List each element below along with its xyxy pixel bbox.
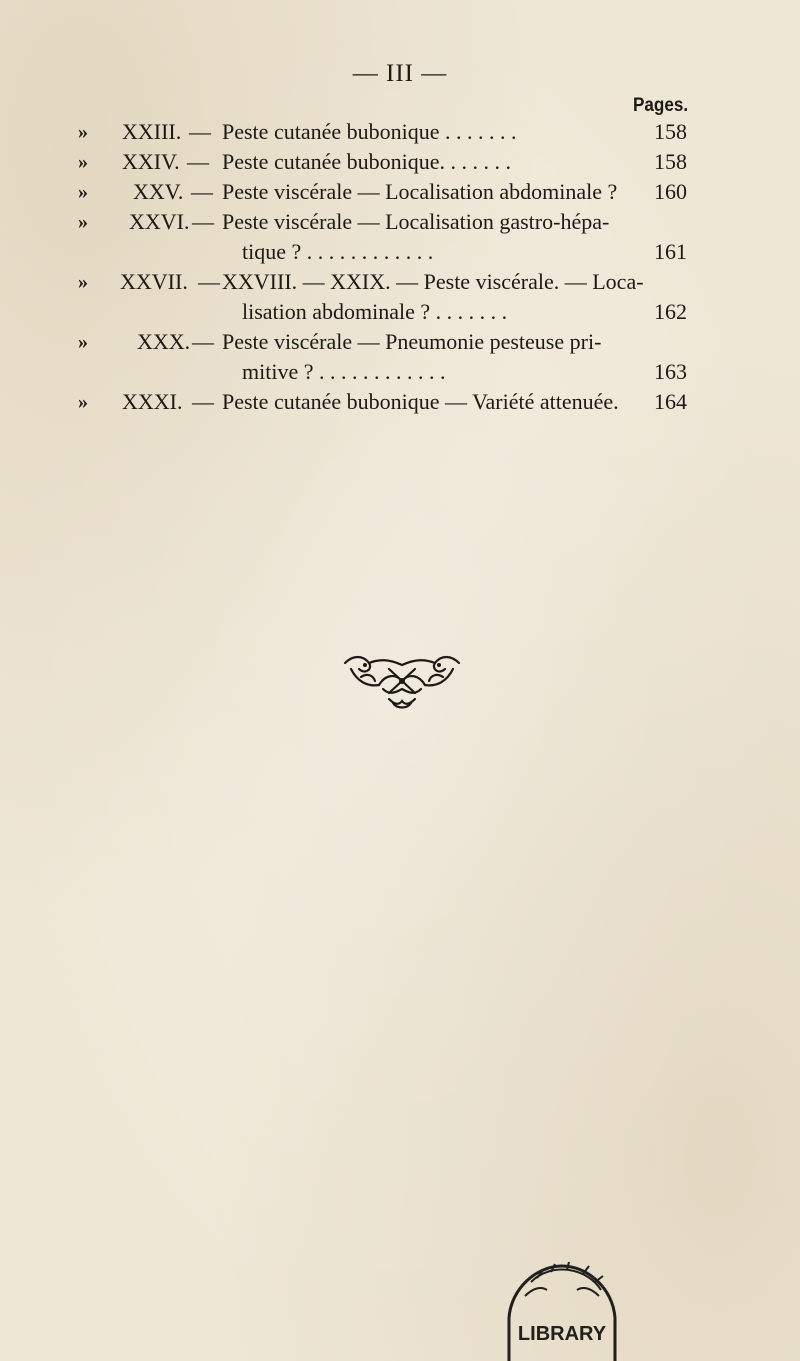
entry-title: Peste viscérale — Localisation abdominale ?	[222, 179, 618, 204]
page-number: — III —	[352, 60, 448, 87]
entry-dash: —	[192, 209, 214, 234]
ditto-mark: »	[78, 121, 88, 143]
entry-title-continuation: mitive ? . . . . . . . . . . . .	[242, 359, 446, 384]
entry-dash: —	[191, 179, 213, 204]
entry-numeral: XXX.	[137, 329, 191, 354]
entry-page-number: 164	[654, 389, 687, 414]
entry-title: XXVIII. — XXIX. — Peste viscérale. — Loca-	[222, 269, 644, 294]
stamp-text: LIBRARY	[517, 1323, 607, 1345]
toc-entry-26	[0, 207, 800, 237]
toc-entry-23	[0, 117, 800, 147]
entry-page-number: 158	[654, 149, 687, 174]
entry-numeral: XXXI.	[122, 389, 183, 414]
entry-dash: —	[192, 389, 214, 414]
table-of-contents	[0, 117, 800, 417]
toc-entry-25	[0, 177, 800, 207]
ditto-mark: »	[78, 151, 88, 173]
entry-title: Peste cutanée bubonique. . . . . . .	[222, 149, 511, 174]
toc-entry-27	[0, 267, 800, 297]
ditto-mark: »	[78, 271, 88, 293]
ditto-mark: »	[78, 391, 88, 413]
entry-numeral: XXVI.	[129, 209, 190, 234]
entry-title: Peste cutanée bubonique — Variété attenuée.	[222, 389, 619, 414]
entry-page-number: 158	[654, 119, 687, 144]
entry-title-continuation: tique ? . . . . . . . . . . . .	[242, 239, 434, 264]
entry-numeral: XXIV.	[122, 149, 180, 174]
entry-numeral: XXIII.	[122, 119, 182, 144]
toc-entry-30-continuation	[0, 357, 800, 387]
toc-entry-27-continuation	[0, 297, 800, 327]
printers-ornament-icon	[339, 655, 465, 710]
toc-entry-24	[0, 147, 800, 177]
entry-page-number: 161	[654, 239, 687, 264]
toc-entry-26-continuation	[0, 237, 800, 267]
entry-dash: —	[192, 329, 214, 354]
entry-dash: —	[187, 149, 209, 174]
ditto-mark: »	[78, 331, 88, 353]
entry-title: Peste viscérale — Localisation gastro-hépa-	[222, 209, 610, 234]
toc-entry-30	[0, 327, 800, 357]
ditto-mark: »	[78, 211, 88, 233]
entry-title: Peste cutanée bubonique . . . . . . .	[222, 119, 517, 144]
ditto-mark: »	[78, 181, 88, 203]
pages-column-label: Pages.	[633, 95, 689, 116]
entry-title: Peste viscérale — Pneumonie pesteuse pri-	[222, 329, 602, 354]
entry-numeral: XXVII.	[120, 269, 188, 294]
entry-page-number: 163	[654, 359, 687, 384]
entry-title-continuation: lisation abdominale ? . . . . . . .	[242, 299, 508, 324]
entry-dash: —	[189, 119, 211, 144]
entry-page-number: 160	[654, 179, 687, 204]
entry-page-number: 162	[654, 299, 687, 324]
library-stamp	[497, 1248, 627, 1361]
toc-entry-31	[0, 387, 800, 417]
entry-dash: —	[198, 269, 220, 294]
entry-numeral: XXV.	[133, 179, 184, 204]
